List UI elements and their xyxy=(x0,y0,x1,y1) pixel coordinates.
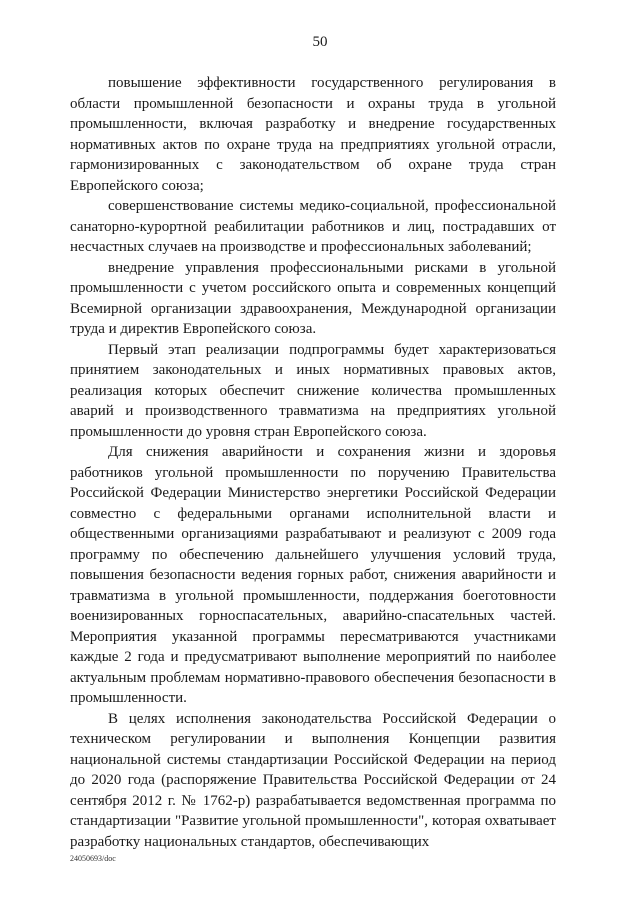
page-number: 50 xyxy=(312,34,328,50)
paragraph: повышение эффективности государственного регулирования в области промышленной безопасности и охраны труда в угольной промышленности, включая разработку и внедрение государственных нормативных актов по охране труда на предприятиях угольной отрасли, гармонизированных с законодательством об охране труда стран Европейского союза; xyxy=(70,75,556,194)
footer-document-code: 2405069З/doc xyxy=(70,854,116,863)
paragraph: Для снижения аварийности и сохранения жизни и здоровья работников угольной промышленности по поручению Правительства Российской Федерации Министерство энергетики Российской Федерации совместно с федеральными органами исполнительной власти и общественными организациями разрабатывают и реализуют с 2009 года программу по обеспечению дальнейшего улучшения условий труда, повышения безопасности ведения горных работ, снижения аварийности и травматизма в угольной промышленности, поддержания боеготовности военизированных горноспасательных, аварийно-спасательных частей. Мероприятия указанной программы пересматриваются участниками каждые 2 года и предусматривают выполнение мероприятий по наиболее актуальным проблемам нормативно-правового обеспечения безопасности в промышленности. xyxy=(70,444,556,706)
document-body xyxy=(70,73,556,852)
paragraph: В целях исполнения законодательства Российской Федерации о техническом регулировании и выполнения Концепции развития национальной системы стандартизации Российской Федерации на период до 2020 года (распоряжение Правительства Российской Федерации от 24 сентября 2012 г. № 1762-р) разрабатывается ведомственная программа по стандартизации "Развитие угольной промышленности", которая охватывает разработку национальных стандартов, обеспечивающих xyxy=(70,710,556,850)
paragraph: Первый этап реализации подпрограммы будет характеризоваться принятием законодательных и иных нормативных правовых актов, реализация которых обеспечит снижение количества промышленных аварий и производственного травматизма на предприятиях угольной промышленности до уровня стран Европейского союза. xyxy=(70,341,556,440)
paragraph: совершенствование системы медико-социальной, профессиональной санаторно-курортной реабилитации работников и лиц, пострадавших от несчастных случаев на производстве и профессиональных заболеваний; xyxy=(70,198,556,255)
paragraph: внедрение управления профессиональными рисками в угольной промышленности с учетом российского опыта и современных концепций Всемирной организации здравоохранения, Международной организации труда и директив Европейского союза. xyxy=(70,259,556,337)
